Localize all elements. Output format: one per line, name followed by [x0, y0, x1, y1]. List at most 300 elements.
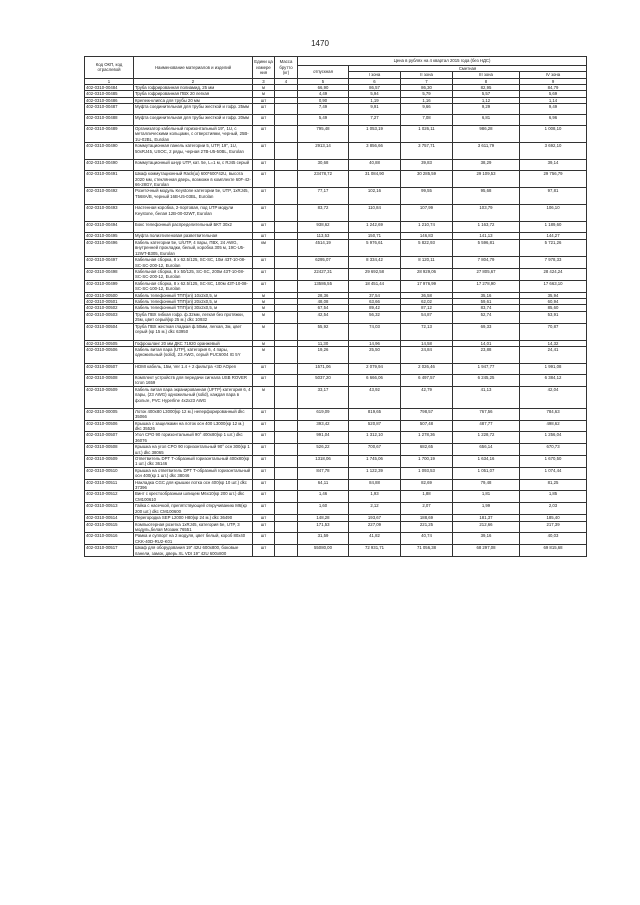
- row-unit: шт: [253, 97, 275, 103]
- row-price-zone-1: 74,03: [349, 323, 401, 340]
- row-mass: [275, 503, 298, 515]
- row-price-zone-3: 52,74: [453, 311, 520, 323]
- row-code: 402-0310-00515: [85, 521, 134, 533]
- row-price-zone-2: 682,65: [401, 444, 453, 456]
- row-mass: [275, 268, 298, 280]
- row-name: Винт с крестообразным шлицем М6х10(кр 200 шт.) dkc CM100610: [134, 491, 253, 503]
- row-code: 402-0310-00493: [85, 205, 134, 222]
- row-unit: шт: [253, 104, 275, 115]
- row-unit: шт: [253, 444, 275, 456]
- row-price-otpusknaya: 393,42: [298, 420, 349, 432]
- row-price-otpusknaya: 7,49: [298, 104, 349, 115]
- row-price-zone-2: 1 278,36: [401, 432, 453, 444]
- row-mass: [275, 386, 298, 408]
- row-code: 402-0310-00488: [85, 115, 134, 126]
- table-row: [85, 280, 587, 292]
- row-name: Гайка с насечкой, препятствующей откручиванию М6(кр 200 шт.) dkc CM100600: [134, 503, 253, 515]
- row-price-zone-3: 1,81: [453, 491, 520, 503]
- row-price-zone-3: 95,68: [453, 188, 520, 205]
- row-mass: [275, 456, 298, 468]
- row-price-zone-4: 185,40: [520, 515, 587, 521]
- row-price-zone-2: 30 285,59: [401, 171, 453, 188]
- row-mass: [275, 188, 298, 205]
- table-row: [85, 521, 587, 533]
- row-mass: [275, 444, 298, 456]
- row-price-zone-2: 36,58: [401, 292, 453, 298]
- row-price-zone-2: 54,87: [401, 311, 453, 323]
- row-mass: [275, 257, 298, 269]
- row-mass: [275, 160, 298, 171]
- row-price-otpusknaya: 113,53: [298, 233, 349, 239]
- row-name: Кабель категории 5е, U/UTP, 4 пары, ПВХ, 24 AWG, внутренней прокладки, белый, коробка 305 м, 19C-U5-12WT-B305, Eurolan: [134, 239, 253, 256]
- row-price-zone-4: 1,85: [520, 491, 587, 503]
- row-price-otpusknaya: 148,28: [298, 515, 349, 521]
- header-name: Наименование материалов и изделий: [134, 57, 253, 79]
- row-name: Крышка с защелками на лоток осн 400 L3000(кр 12 м.) dkc 35526: [134, 420, 253, 432]
- row-name: Настенная коробка, 2-портовая, под UTP модули Keystone, белая 12B-00-02WT, Eurolan: [134, 205, 253, 222]
- row-price-zone-3: 39,16: [453, 533, 520, 545]
- row-name: Ответвитель DPT Т-образный горизонтальный 400х80(кр 1 шт.) dkc 36146: [134, 456, 253, 468]
- row-unit: шт: [253, 143, 275, 160]
- row-price-otpusknaya: 847,78: [298, 467, 349, 479]
- row-price-otpusknaya: 526,22: [298, 444, 349, 456]
- row-code: 402-0310-00504: [85, 323, 134, 340]
- row-unit: м: [253, 311, 275, 323]
- table-row: [85, 205, 587, 222]
- row-mass: [275, 280, 298, 292]
- row-price-zone-1: 1 242,69: [349, 222, 401, 233]
- row-mass: [275, 374, 298, 386]
- row-price-zone-3: 767,56: [453, 408, 520, 420]
- row-price-zone-3: 6 245,25: [453, 374, 520, 386]
- row-price-zone-3: 1 228,72: [453, 432, 520, 444]
- row-price-zone-3: 23,88: [453, 346, 520, 363]
- row-name: Крышка на угол CPO 90 горизонтальный 90° осн 300(кр 1 шт.) dkc 38065: [134, 444, 253, 456]
- row-price-zone-4: 42,04: [520, 386, 587, 408]
- row-price-zone-1: 520,87: [349, 420, 401, 432]
- table-row: [85, 171, 587, 188]
- row-unit: шт: [253, 363, 275, 374]
- row-price-zone-3: 29 109,53: [453, 171, 520, 188]
- row-price-otpusknaya: 938,62: [298, 222, 349, 233]
- row-price-otpusknaya: 5,49: [298, 115, 349, 126]
- row-price-otpusknaya: 55,92: [298, 323, 349, 340]
- row-price-zone-3: 27 805,67: [453, 268, 520, 280]
- row-name: Муфта соединительная для трубы жесткой и гофр. 20мм: [134, 115, 253, 126]
- row-unit: шт: [253, 171, 275, 188]
- row-mass: [275, 533, 298, 545]
- row-price-zone-3: 1 163,72: [453, 222, 520, 233]
- column-number: 6: [349, 78, 401, 84]
- row-price-otpusknaya: 64,11: [298, 479, 349, 491]
- row-price-zone-4: 97,81: [520, 188, 587, 205]
- row-name: Шкаф коммутационный Rack(ш) 600*600*42U, высота 2020 мм, стеклянная дверь, возможн в комплекте 60F-42-66-28GY, Eurolan: [135, 171, 251, 188]
- row-code: 402-0310-00507: [85, 363, 134, 374]
- row-price-zone-1: 31 084,90: [349, 171, 401, 188]
- row-price-otpusknaya: 1571,06: [298, 363, 349, 374]
- row-price-otpusknaya: 66,90: [298, 84, 349, 90]
- row-code: 402-0310-00497: [85, 257, 134, 269]
- row-price-zone-2: 24,84: [401, 346, 453, 363]
- row-price-zone-2: 8 120,11: [401, 257, 453, 269]
- row-price-zone-4: 9,49: [520, 104, 587, 115]
- row-code: 402-0310-00512: [85, 491, 134, 503]
- row-price-otpusknaya: 23478,72: [298, 171, 349, 188]
- row-mass: [275, 467, 298, 479]
- table-row: [85, 311, 587, 323]
- table-row: [85, 503, 587, 515]
- row-price-zone-4: 85,60: [520, 305, 587, 311]
- row-code: 402-0310-00508: [85, 374, 134, 386]
- row-price-zone-1: 2 079,94: [349, 363, 401, 374]
- row-name: Шкаф для оборудования 19" 42U 600х800, боковые панели, замок, дверь XL VDI 19" 42U 600х800: [134, 545, 253, 557]
- row-price-zone-2: 2,07: [401, 503, 453, 515]
- row-name: Гофрошланг 20 мм ДКС 71920 оранжевый: [134, 340, 253, 346]
- row-price-zone-1: 40,88: [349, 160, 401, 171]
- row-name: Кабель телефонный ТПП(эп) 30х2х0,5, м: [134, 305, 253, 311]
- row-price-zone-1: 63,66: [349, 298, 401, 304]
- row-price-otpusknaya: 67,54: [298, 305, 349, 311]
- row-name: Труба гофрированная ПВХ 20 легкая: [134, 91, 253, 97]
- header-zone-3: III зона: [453, 72, 520, 78]
- row-price-otpusknaya: 0,90: [298, 97, 349, 103]
- row-price-zone-3: 82,95: [453, 84, 520, 90]
- table-row: [85, 363, 587, 374]
- row-price-zone-3: 35,16: [453, 292, 520, 298]
- table-row: [85, 160, 587, 171]
- column-number: 3: [253, 78, 275, 84]
- column-number: 2: [134, 78, 253, 84]
- header-price-group: Цена в рублях на 4 квартал 2015 года (без НДС): [298, 57, 587, 66]
- row-mass: [275, 479, 298, 491]
- row-price-zone-1: 1 053,19: [349, 126, 401, 143]
- row-price-zone-3: 38,29: [453, 160, 520, 171]
- row-price-zone-1: 5,94: [349, 91, 401, 97]
- row-name: Труба гофрированная полиамид, 25 мм: [134, 84, 253, 90]
- row-price-zone-2: 9,66: [401, 104, 453, 115]
- row-mass: [275, 239, 298, 256]
- row-mass: [275, 491, 298, 503]
- row-price-zone-1: 8 334,42: [349, 257, 401, 269]
- table-row: [85, 420, 587, 432]
- row-name: Бокс телефонный распределительный БКТ 30х2: [134, 222, 253, 233]
- row-price-zone-2: 188,69: [401, 515, 453, 521]
- row-mass: [275, 115, 298, 126]
- column-number: 5: [298, 78, 349, 84]
- row-price-zone-2: 798,57: [401, 408, 453, 420]
- row-unit: шт: [253, 233, 275, 239]
- row-price-zone-4: 6 384,12: [520, 374, 587, 386]
- row-price-zone-1: 5 976,61: [349, 239, 401, 256]
- row-price-zone-3: 5 596,81: [453, 239, 520, 256]
- row-price-otpusknaya: 19,26: [298, 346, 349, 363]
- row-price-zone-1: 193,67: [349, 515, 401, 521]
- row-code: 402-0310-00503: [85, 311, 134, 323]
- row-code: 402-0310-00509: [85, 456, 134, 468]
- row-price-zone-4: 24,41: [520, 346, 587, 363]
- row-unit: м: [253, 305, 275, 311]
- row-price-zone-1: 1,19: [349, 97, 401, 103]
- row-price-zone-3: 83,74: [453, 305, 520, 311]
- row-price-zone-2: 14,58: [401, 340, 453, 346]
- row-price-zone-4: 1 256,04: [520, 432, 587, 444]
- row-unit: м: [253, 386, 275, 408]
- row-price-otpusknaya: 28,36: [298, 292, 349, 298]
- row-price-otpusknaya: 42,54: [298, 311, 349, 323]
- column-number: 7: [401, 78, 453, 84]
- column-number: 8: [453, 78, 520, 84]
- header-mass: Масса брутто (кг): [275, 57, 298, 79]
- row-name: Лоток 400х80 L3000(кр 12 м.) неперфорированный dkc 35066: [134, 408, 253, 420]
- row-code: 402-0310-00494: [85, 222, 134, 233]
- row-price-zone-2: 2 026,46: [401, 363, 453, 374]
- row-price-zone-4: 784,63: [520, 408, 587, 420]
- row-price-zone-2: 3 757,71: [401, 143, 453, 160]
- row-name: Розеточный модуль Keystone категории 5е, UTP, 1xRJ45, T568A/B, черный 16B-U5-03BL, Eurolan: [134, 188, 253, 205]
- row-code: 402-0310-00005: [85, 408, 134, 420]
- row-unit: шт: [253, 188, 275, 205]
- row-code: 402-0310-00490: [85, 160, 134, 171]
- row-price-zone-2: 146,83: [401, 233, 453, 239]
- row-price-otpusknaya: 55080,00: [298, 545, 349, 557]
- row-price-zone-3: 14,01: [453, 340, 520, 346]
- row-price-zone-2: 40,74: [401, 533, 453, 545]
- row-price-zone-4: 2,03: [520, 503, 587, 515]
- header-code: Код ОКП, код отраслевой: [85, 57, 134, 79]
- row-price-otpusknaya: 6295,07: [298, 257, 349, 269]
- row-code: 402-0310-00505: [85, 340, 134, 346]
- row-price-zone-1: 700,67: [349, 444, 401, 456]
- row-price-zone-3: 69,33: [453, 323, 520, 340]
- table-row: [85, 323, 587, 340]
- row-price-zone-2: 87,12: [401, 305, 453, 311]
- row-mass: [275, 222, 298, 233]
- header-unit: Едини ца измере ния: [253, 57, 275, 79]
- row-price-zone-1: 227,09: [349, 521, 401, 533]
- row-name: Кабель витая пара (UTP), категория 6, 4 пары, одножильный (solid), 23 AWG, серый PUC6004 IG 5Y: [134, 346, 253, 363]
- row-name: Крепеж-клипса для трубы 20 мм: [134, 97, 253, 103]
- row-unit: м: [253, 84, 275, 90]
- row-name: Компьютерная розетка 1xRJ45, категория 5е, UTP, 3 модуль,белая Мозаик 76551: [134, 521, 253, 533]
- table-row: [85, 188, 587, 205]
- row-price-zone-2: 7,08: [401, 115, 453, 126]
- row-unit: шт: [253, 115, 275, 126]
- row-unit: шт: [253, 432, 275, 444]
- row-code: 402-0310-00487: [85, 104, 134, 115]
- row-unit: шт: [253, 420, 275, 432]
- row-price-zone-2: 221,25: [401, 521, 453, 533]
- row-code: 402-0310-00485: [85, 91, 134, 97]
- table-row: [85, 268, 587, 280]
- row-code: 402-0310-00513: [85, 503, 134, 515]
- header-zone-2: II зона: [401, 72, 453, 78]
- row-price-otpusknaya: 13586,55: [298, 280, 349, 292]
- table-body: [85, 84, 587, 556]
- row-name: Кабельная сборка, 8 x 62.5/125, SC-SC, 100м 43T-10-08-SC-SC-100-12, Eurolan: [134, 280, 253, 292]
- row-price-zone-3: 9,29: [453, 104, 520, 115]
- row-unit: шт: [253, 268, 275, 280]
- table-row: [85, 222, 587, 233]
- row-code: 402-0310-00511: [85, 479, 134, 491]
- row-price-zone-4: 5,69: [520, 91, 587, 97]
- row-price-zone-1: 1 312,10: [349, 432, 401, 444]
- row-code: 402-0310-00498: [85, 268, 134, 280]
- row-code: 402-0310-00499: [85, 280, 134, 292]
- row-code: 402-0310-00486: [85, 97, 134, 103]
- row-price-zone-2: 71 056,38: [401, 545, 453, 557]
- row-name: Кабель телефонный ТПП(эп) 20х2х0,5, м: [134, 298, 253, 304]
- row-name: Комплект устройств для передачи сигнала USB ROVER Icron 1659: [134, 374, 253, 386]
- table-row: [85, 346, 587, 363]
- row-price-zone-4: 69 815,68: [520, 545, 587, 557]
- row-code: 402-0310-00500: [85, 292, 134, 298]
- row-price-zone-1: 72 931,71: [349, 545, 401, 557]
- row-price-zone-1: 3 856,66: [349, 143, 401, 160]
- row-price-zone-2: 6 497,57: [401, 374, 453, 386]
- row-mass: [275, 143, 298, 160]
- row-unit: шт: [253, 205, 275, 222]
- table-row: [85, 257, 587, 269]
- row-price-zone-3: 1 051,07: [453, 467, 520, 479]
- row-price-zone-2: 1 026,11: [401, 126, 453, 143]
- row-price-zone-2: 17 976,99: [401, 280, 453, 292]
- row-unit: шт: [253, 479, 275, 491]
- row-name: Коммутационный шнур UTP, кат. 5е, L=1 м, с RJ45 серый: [134, 160, 253, 171]
- row-price-zone-1: 84,88: [349, 479, 401, 491]
- row-price-otpusknaya: 5037,20: [298, 374, 349, 386]
- row-price-zone-1: 18 451,44: [349, 280, 401, 292]
- row-price-zone-3: 1 634,16: [453, 456, 520, 468]
- row-price-zone-4: 6,96: [520, 115, 587, 126]
- row-price-zone-1: 9,91: [349, 104, 401, 115]
- row-price-otpusknaya: 48,08: [298, 298, 349, 304]
- row-price-zone-3: 6,81: [453, 115, 520, 126]
- price-table: [84, 56, 587, 557]
- row-mass: [275, 104, 298, 115]
- row-price-zone-1: 2,12: [349, 503, 401, 515]
- row-price-zone-4: 217,39: [520, 521, 587, 533]
- row-price-zone-4: 29 756,79: [520, 171, 587, 188]
- row-price-zone-1: 7,27: [349, 115, 401, 126]
- row-code: 402-0310-00508: [85, 444, 134, 456]
- row-price-otpusknaya: 2913,14: [298, 143, 349, 160]
- row-code: 402-0310-00507: [85, 432, 134, 444]
- row-mass: [275, 432, 298, 444]
- row-price-zone-3: 212,66: [453, 521, 520, 533]
- row-name: Организатор кабельный горизонтальный 19", 1U, с металлическими кольцами, с отверстиями, черный, 25B-1U-02BL, Eurolan: [134, 126, 253, 143]
- row-unit: шт: [253, 521, 275, 533]
- table-row: [85, 479, 587, 491]
- row-price-zone-3: 103,79: [453, 205, 520, 222]
- row-name: Крышка на ответвитель DPT Т-образный горизонтальный осн 400(кр 1 шт.) dkc 38046: [134, 467, 253, 479]
- row-mass: [275, 126, 298, 143]
- table-row: [85, 386, 587, 408]
- row-price-zone-1: 41,82: [349, 533, 401, 545]
- row-code: 402-0310-00491: [85, 171, 134, 188]
- row-price-otpusknaya: 22427,31: [298, 268, 349, 280]
- column-number: 4: [275, 78, 298, 84]
- row-price-zone-4: 5 721,26: [520, 239, 587, 256]
- row-price-zone-2: 72,13: [401, 323, 453, 340]
- row-unit: шт: [253, 257, 275, 269]
- row-price-zone-3: 5,57: [453, 91, 520, 97]
- row-unit: шт: [253, 515, 275, 521]
- row-code: 402-0310-00501: [85, 298, 134, 304]
- row-price-zone-1: 43,92: [349, 386, 401, 408]
- row-unit: шт: [253, 374, 275, 386]
- row-unit: шт: [253, 160, 275, 171]
- row-name: Коммутационная панель категории 5, UTP, 19", 1U, 50xRJ45, USOC, 2 ряды, черная 27B-U5-50BL, Eurolan: [134, 143, 253, 160]
- row-price-zone-4: 81,25: [520, 479, 587, 491]
- row-price-zone-3: 141,13: [453, 233, 520, 239]
- row-price-zone-4: 70,87: [520, 323, 587, 340]
- row-code: 402-0310-00517: [85, 545, 134, 557]
- row-code: 402-0310-00492: [85, 188, 134, 205]
- row-price-otpusknaya: 991,04: [298, 432, 349, 444]
- row-price-zone-4: 106,10: [520, 205, 587, 222]
- row-price-zone-2: 507,48: [401, 420, 453, 432]
- row-price-zone-3: 41,13: [453, 386, 520, 408]
- row-price-zone-3: 17 278,90: [453, 280, 520, 292]
- row-price-zone-1: 102,16: [349, 188, 401, 205]
- table-row: [85, 143, 587, 160]
- row-name: Рамка и суппорт на 2 модуля, цвет белый, короб 80х40 CKK-40D-RU2-K01: [134, 533, 253, 545]
- row-price-otpusknaya: 30,68: [298, 160, 349, 171]
- row-price-zone-1: 29 692,58: [349, 268, 401, 280]
- row-unit: м: [253, 346, 275, 363]
- row-price-zone-3: 3 611,79: [453, 143, 520, 160]
- table-row: [85, 444, 587, 456]
- row-price-zone-1: 14,96: [349, 340, 401, 346]
- row-price-zone-4: 84,79: [520, 84, 587, 90]
- row-price-zone-1: 89,42: [349, 305, 401, 311]
- row-price-zone-1: 37,54: [349, 292, 401, 298]
- row-price-otpusknaya: 31,59: [298, 533, 349, 545]
- row-price-otpusknaya: 1318,06: [298, 456, 349, 468]
- row-price-otpusknaya: 4,49: [298, 91, 349, 97]
- row-code: 402-0310-00509: [85, 386, 134, 408]
- row-price-zone-4: 1 991,08: [520, 363, 587, 374]
- row-price-zone-3: 1,12: [453, 97, 520, 103]
- row-unit: шт: [253, 408, 275, 420]
- row-mass: [275, 420, 298, 432]
- row-name: Угол CPO 90 горизонтальный 90° 400х80(кр 1 шт.) dkc 36076: [134, 432, 253, 444]
- row-price-zone-2: 5 822,93: [401, 239, 453, 256]
- row-price-zone-2: 5,79: [401, 91, 453, 97]
- row-code: 402-0310-00506: [85, 346, 134, 363]
- row-price-zone-4: 60,94: [520, 298, 587, 304]
- table-row: [85, 467, 587, 479]
- row-unit: м: [253, 323, 275, 340]
- row-price-zone-1: 150,71: [349, 233, 401, 239]
- row-price-zone-2: 1,16: [401, 97, 453, 103]
- price-table-container: [84, 56, 586, 557]
- header-zone-1: I зона: [349, 72, 401, 78]
- row-name: Муфта соединительная для трубы жесткой и гофр. 25мм: [134, 104, 253, 115]
- row-price-zone-4: 670,73: [520, 444, 587, 456]
- row-code: 402-0310-00489: [85, 126, 134, 143]
- row-name: Труба ПВХ гибкая гофр. ф.32мм, легкая без протяжки, 25м, цвет серый(кр 25 м.) dkc 10932: [134, 311, 253, 323]
- row-unit: м: [253, 298, 275, 304]
- row-price-zone-1: 819,65: [349, 408, 401, 420]
- row-unit: шт: [253, 491, 275, 503]
- table-row: [85, 115, 587, 126]
- row-name: HDMI кабель, 15м, Ver 1.4 + 2 фильтра +3D AOpen: [134, 363, 253, 374]
- header-smetnaya: Сметная: [349, 66, 587, 72]
- row-price-zone-2: 99,55: [401, 188, 453, 205]
- row-mass: [275, 323, 298, 340]
- row-code: 402-0310-00510: [85, 467, 134, 479]
